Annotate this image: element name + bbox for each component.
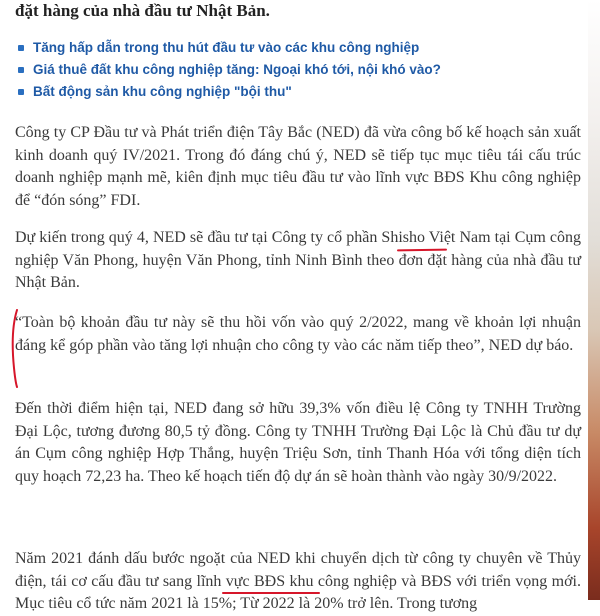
related-link[interactable]: Tăng hấp dẫn trong thu hút đầu tư vào các khu công nghiệp [15,37,585,59]
related-link[interactable]: Bất động sản khu công nghiệp "bội thu" [15,81,585,103]
square-bullet-icon [18,67,24,73]
square-bullet-icon [18,45,24,51]
paragraph: Công ty CP Đầu tư và Phát triển điện Tây Bắc (NED) đã vừa công bố kế hoạch sản xuất kinh doanh quý IV/2021. Trong đó đáng chú ý, NED sẽ tiếp tục mục tiêu tái cấu trúc doanh nghiệp mạnh mẽ, kiên định mục tiêu đầu tư vào lĩnh vực BĐS Khu công nghiệp để “đón sóng” FDI. [15,124,581,209]
square-bullet-icon [18,89,24,95]
red-bracket-annotation [10,308,20,388]
related-link[interactable]: Giá thuê đất khu công nghiệp tăng: Ngoại khó tới, nội khó vào? [15,59,585,81]
paragraph: Năm 2021 đánh dấu bước ngoặt của NED khi chuyển dịch từ công ty chuyên về Thủy điện, tái cơ cấu đầu tư sang lĩnh vực BĐS khu công nghiệp và BĐS với triển vọng mới. Mục tiêu cổ tức năm 2021 là 15%; Từ 2022 là 20% trở lên. Trong tương [15,550,581,613]
related-links-list [15,37,585,103]
paragraph: Dự kiến trong quý 4, NED sẽ đầu tư tại Công ty cổ phần Shisho Việt Nam tại Cụm công nghiệp Văn Phong, huyện Văn Phong, tỉnh Ninh Bình theo đơn đặt hàng của nhà đầu tư Nhật Bản. [15,229,581,292]
lead-text: đặt hàng của nhà đầu tư Nhật Bản. [15,1,270,20]
paragraph: Đến thời điểm hiện tại, NED đang sở hữu 39,3% vốn điều lệ Công ty TNHH Trường Đại Lộc, tương đương 80,5 tỷ đồng. Công ty TNHH Trường Đại Lộc là Chủ đầu tư dự án Cụm công nghiệp Hợp Thắng, huyện Triệu Sơn, tỉnh Thanh Hóa với tổng diện tích quy hoạch 72,23 ha. Theo kế hoạch tiến độ dự án sẽ hoàn thành vào ngày 30/9/2022. [15,400,581,485]
quote-paragraph: “Toàn bộ khoản đầu tư này sẽ thu hồi vốn vào quý 2/2022, mang về khoản lợi nhuận đáng kể góp phần vào tăng lợi nhuận cho công ty vào các năm tiếp theo”, NED dự báo. [15,314,581,354]
adjacent-window-edge [588,0,600,600]
red-underline-annotation [222,592,320,594]
